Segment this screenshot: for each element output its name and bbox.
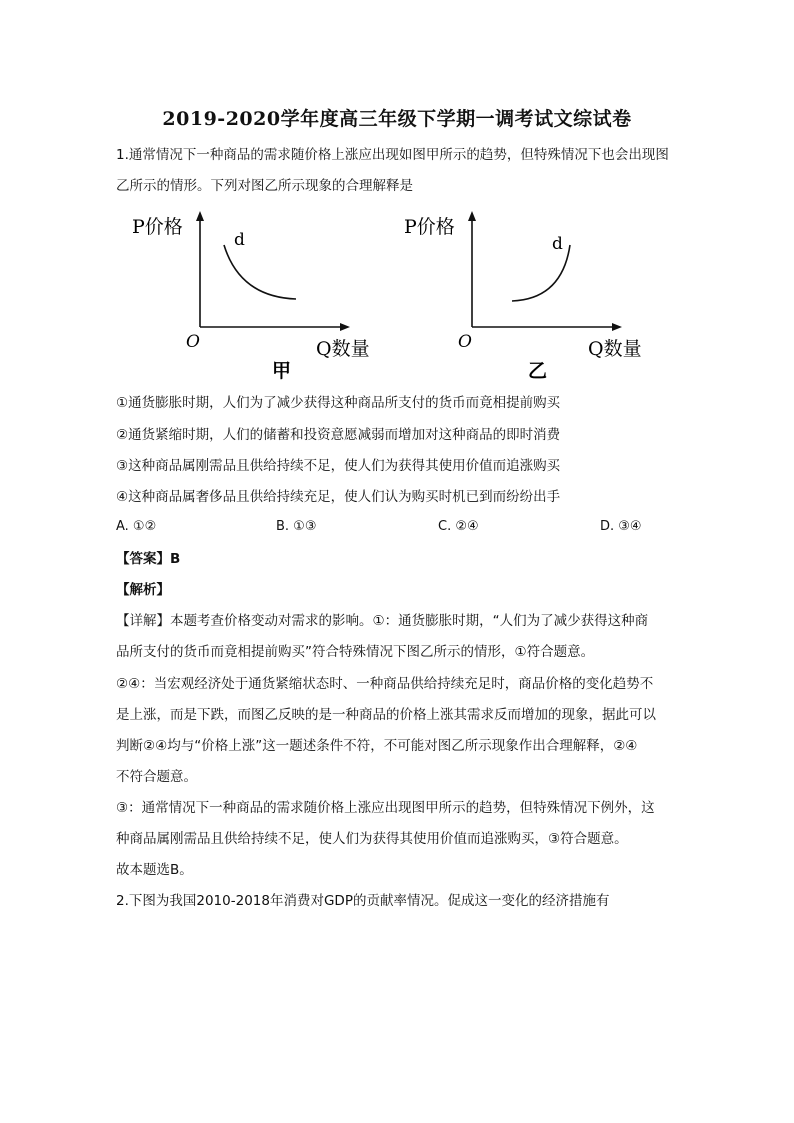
x-axis-label: Q数量 <box>588 338 642 360</box>
graph-caption: 甲 <box>272 360 292 382</box>
y-axis-label: P价格 <box>404 216 455 238</box>
demand-curve-d <box>224 245 296 299</box>
analysis-line-8: 种商品属刚需品且供给持续不足，使人们为获得其使用价值而追涨购买，③符合题意。 <box>116 831 628 847</box>
answer-line: 【答案】B <box>116 551 181 567</box>
curve-label: d <box>234 230 245 250</box>
option-a: A. ①② <box>116 519 157 534</box>
question-2-stem: 2.下图为我国2010-2018年消费对GDP的贡献率情况。促成这一变化的经济措施有 <box>116 893 610 909</box>
x-axis-arrow <box>612 323 622 331</box>
analysis-line-3: ②④：当宏观经济处于通货紧缩状态时、一种商品供给持续充足时，商品价格的变化趋势不 <box>116 676 654 692</box>
y-axis-arrow <box>468 211 476 221</box>
analysis-line-7: ③：通常情况下一种商品的需求随价格上涨应出现图甲所示的趋势，但特殊情况下例外，这 <box>116 800 655 816</box>
statement-4: ④这种商品属奢侈品且供给持续充足，使人们认为购买时机已到而纷纷出手 <box>116 489 561 505</box>
question-1-stem-line-2: 乙所示的情形。下列对图乙所示现象的合理解释是 <box>116 178 413 194</box>
origin-label: O <box>458 332 472 352</box>
analysis-line-1: 【详解】本题考查价格变动对需求的影响。①：通货膨胀时期，“人们为了减少获得这种商 <box>116 613 649 629</box>
option-d: D. ③④ <box>600 519 642 534</box>
analysis-heading: 【解析】 <box>116 582 170 598</box>
statement-3: ③这种商品属刚需品且供给持续不足，使人们为获得其使用价值而追涨购买 <box>116 458 561 474</box>
graph-caption: 乙 <box>528 360 548 382</box>
y-axis-arrow <box>196 211 204 221</box>
x-axis-arrow <box>340 323 350 331</box>
graph-yi <box>400 205 680 385</box>
origin-label: O <box>186 332 200 352</box>
analysis-line-6: 不符合题意。 <box>116 769 197 785</box>
analysis-line-4: 是上涨，而是下跌，而图乙反映的是一种商品的价格上涨其需求反而增加的现象，据此可以 <box>116 707 656 723</box>
analysis-line-2: 品所支付的货币而竟相提前购买”符合特殊情况下图乙所示的情形，①符合题意。 <box>116 644 595 660</box>
statement-1: ①通货膨胀时期，人们为了减少获得这种商品所支付的货币而竟相提前购买 <box>116 395 561 411</box>
statement-2: ②通货紧缩时期，人们的储蓄和投资意愿减弱而增加对这种商品的即时消费 <box>116 427 561 443</box>
question-1-stem-line-1: 1.通常情况下一种商品的需求随价格上涨应出现如图甲所示的趋势，但特殊情况下也会出现图 <box>116 147 669 163</box>
analysis-line-5: 判断②④均与“价格上涨”这一题述条件不符，不可能对图乙所示现象作出合理解释，②④ <box>116 738 638 754</box>
graph-jia-svg <box>128 205 408 385</box>
curve-label: d <box>552 234 563 254</box>
page-title: 2019-2020学年度高三年级下学期一调考试文综试卷 <box>162 108 632 130</box>
graph-yi-svg <box>400 205 680 385</box>
option-c: C. ②④ <box>438 519 479 534</box>
x-axis-label: Q数量 <box>316 338 370 360</box>
graph-jia <box>128 205 408 385</box>
y-axis-label: P价格 <box>132 216 183 238</box>
option-b: B. ①③ <box>276 519 317 534</box>
analysis-line-9: 故本题选B。 <box>116 862 193 878</box>
